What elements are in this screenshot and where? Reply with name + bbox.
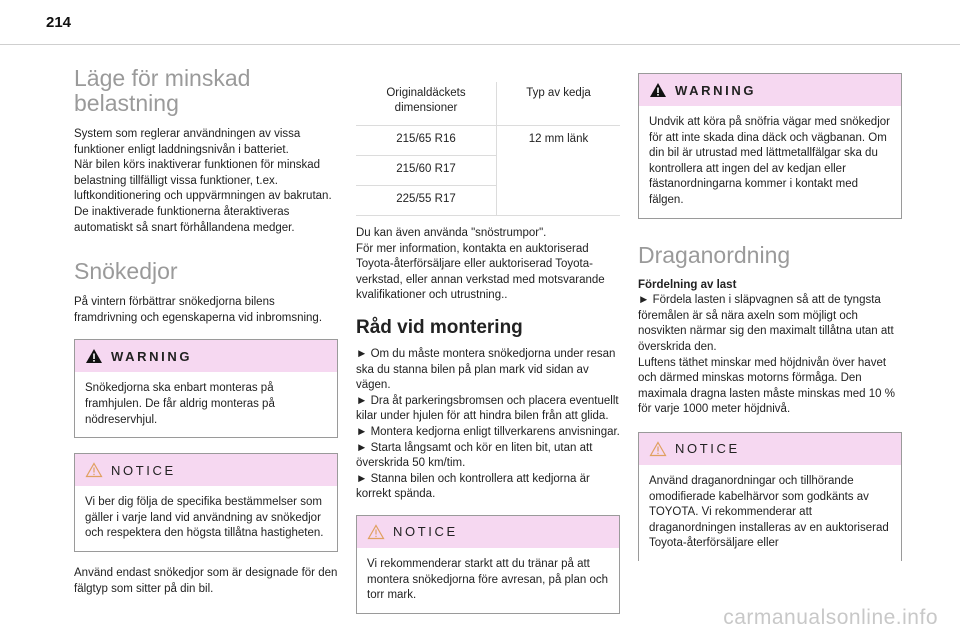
heading-reduced-load: Läge för minskad belastning [74,65,251,116]
notice-triangle-outline-icon [85,462,103,478]
table-header-dimensions: Originaldäckets dimensioner [356,82,497,126]
table-header-row [356,82,620,126]
table-cell-dimension: 225/55 R17 [356,186,497,216]
warning-text: Undvik att köra på snöfria vägar med snökedjor för att inte skada dina däck och vägbanan. Om din bil är utrustad med lättmetallfälgar ska du kontrollera att ingen del av kedjan eller fästanordningarna kommer i kontakt med fälgen. [649,116,890,206]
table-cell-dimension: 215/60 R17 [356,156,497,186]
table-cell-chain: 12 mm länk [497,126,621,216]
notice-title: NOTICE [675,441,740,457]
para-reduced-load: System som reglerar användningen av vissa funktioner enligt laddningsnivån i batteriet. När bilen körs inaktiverar funktionen för minskad belastning tillfälligt vissa funktioner, t.ex. luftkonditionering och uppvärmningen av bakrutan. De inaktiverade funktionerna återaktiveras automatiskt så snart förhållandena medger. [74,128,332,234]
notice-triangle-outline-icon [649,441,667,457]
chain-size-table [356,82,620,216]
para-towing: ► Fördela lasten i släpvagnen så att de tyngsta föremålen är så nära axeln som möjligt och nosvikten närmar sig den maximalt tillåtna utan att överskrida den. Luftens täthet minskar med höjdnivån över havet och därmed minskas motorns förmåga. Den maximala dragna lasten måste minskas med 10 % för varje 1000 meter höjdnivå. [638,294,895,416]
table-cell-dimension: 215/65 R16 [356,126,497,156]
column-1 [74,66,338,597]
warning-title: WARNING [675,82,757,98]
warning-text: Snökedjorna ska enbart monteras på framhjulen. De får aldrig monteras på nödreservhjul. [85,382,275,426]
notice-box-tow-hitch [638,432,902,561]
notice-title: NOTICE [111,462,176,478]
notice-header [75,454,337,486]
watermark: carmanualsonline.info [723,606,938,629]
table-header-chain-type: Typ av kedja [497,82,621,126]
notice-box-practice [356,515,620,614]
notice-header [357,516,619,548]
para-snow-chains: På vintern förbättrar snökedjorna bilens framdrivning och egenskaperna vid inbromsning. [74,296,323,324]
warning-triangle-filled-icon [85,348,103,364]
notice-header [639,433,901,465]
column-2 [356,82,620,614]
subheading-load-distribution: Fördelning av last [638,278,737,291]
page-number: 214 [46,14,72,31]
warning-box-snow-free-roads [638,73,902,219]
notice-title: NOTICE [393,524,458,540]
para-snow-socks: Du kan även använda "snöstrumpor". För mer information, kontakta en auktoriserad Toyota-återförsäljare eller auktoriserad Toyota-verkstad, eller annan verkstad med motsvarande kvalifikationer och utrustning.. [356,227,605,302]
mounting-steps: ► Om du måste montera snökedjorna under resan ska du stanna bilen på plan mark vid sidan av vägen. ► Dra åt parkeringsbromsen och placera eventuellt kilar under hjulen för att hindra bilen från att glida. ► Montera kedjorna enligt tillverkarens anvisningar. ► Starta långsamt och kör en liten bit, utan att överskrida 50 km/tim. ► Stanna bilen och kontrollera att kedjorna är korrekt spända. [356,347,620,501]
para-rim-type: Använd endast snökedjor som är designade för den fälgtyp som sitter på din bil. [74,566,338,595]
notice-text: Vi ber dig följa de specifika bestämmelser som gäller i varje land vid användning av snökedjor och respektera den högsta tillåtna hastigheten. [85,496,324,540]
notice-triangle-outline-icon [367,524,385,540]
notice-text: Vi rekommenderar starkt att du tränar på att montera snökedjorna före avresan, på plan och torr mark. [367,557,609,602]
column-3 [638,73,902,561]
table-row [356,126,620,156]
heading-mounting-advice: Råd vid montering [356,316,523,338]
warning-triangle-filled-icon [649,82,667,98]
warning-title: WARNING [111,348,193,364]
warning-header [639,74,901,106]
warning-box-front-wheels [74,339,338,438]
warning-header [75,340,337,372]
notice-box-regulations [74,453,338,552]
heading-snow-chains: Snökedjor [74,258,178,285]
header-divider [0,44,960,45]
notice-text: Använd draganordningar och tillhörande omodifierade kabelhärvor som godkänts av TOYOTA. Vi rekommenderar att draganordningen installeras av en auktoriserad Toyota-återförsäljare eller [649,474,889,550]
heading-towing: Draganordning [638,241,791,268]
